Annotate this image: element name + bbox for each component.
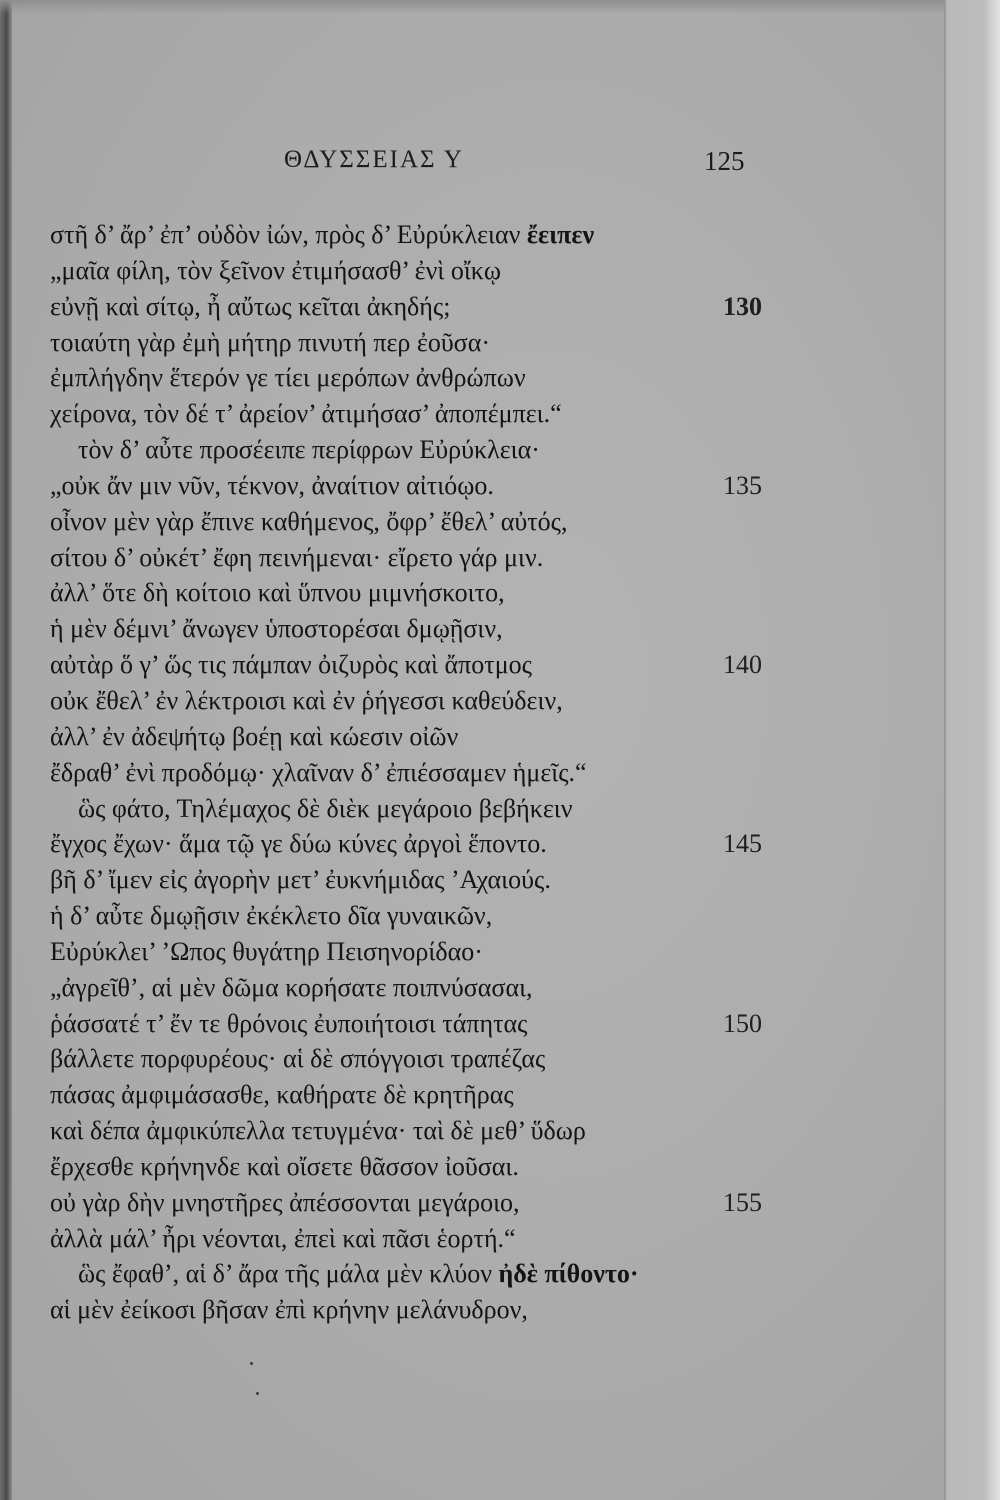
verse-text: ἔρχεσθε κρήνηνδε καὶ οἴσετε θᾶσσον ἰοῦσαι.	[50, 1151, 519, 1181]
verse-text: πάσας ἀμφιμάσασθε, καθήρατε δὲ κρητῆρας	[50, 1080, 514, 1110]
line-number: 150	[723, 1008, 762, 1038]
verse-line	[50, 791, 762, 827]
line-number: 135	[723, 470, 762, 500]
verse-text: καὶ δέπα ἀμφικύπελλα τετυγμένα· ταὶ δὲ μεθ’ ὕδωρ	[50, 1116, 586, 1146]
verse-line	[50, 898, 762, 934]
verse-text: ἀλλ’ ὅτε δὴ κοίτοιο καὶ ὕπνου μιμνήσκοιτο,	[50, 578, 505, 608]
print-speck	[256, 1392, 259, 1395]
verse-line	[50, 1256, 762, 1292]
verse-bold-text: ἠδὲ πίθοντο·	[498, 1259, 639, 1289]
verse-line	[50, 1292, 762, 1328]
verse-text: βῆ δ’ ἴμεν εἰς ἀγορὴν μετ’ ἐυκνήμιδας ’Αχαιούς.	[50, 865, 551, 895]
verse-text: αἱ μὲν ἐείκοσι βῆσαν ἐπὶ κρήνην μελάνυδρον,	[50, 1295, 528, 1325]
verse-text: ῥάσσατέ τ’ ἔν τε θρόνοις ἐυποιήτοισι τάπητας	[50, 1008, 528, 1038]
verse-line	[50, 934, 762, 970]
verse-text: ἔδραθ’ ἐνὶ προδόμῳ· χλαῖναν δ’ ἐπιέσσαμεν ἡμεῖς.“	[50, 757, 587, 787]
verse-text: ἀλλ’ ἐν ἀδεψήτῳ βοέῃ καὶ κώεσιν οἰῶν	[50, 721, 459, 751]
verse-text: „μαῖα φίλη, τὸν ξεῖνον ἐτιμήσασθ’ ἐνὶ οἴκῳ	[50, 255, 502, 285]
verse-line	[50, 1041, 762, 1077]
top-page-edge	[0, 0, 1000, 14]
verse-line	[50, 1113, 762, 1149]
verse-line	[50, 360, 762, 396]
running-title: ΘΔΥΣΣΕΙΑΣ Υ	[284, 146, 464, 173]
verse-text: αὐτὰρ ὅ γ’ ὥς τις πάμπαν ὀιζυρὸς καὶ ἄποτμος	[50, 650, 532, 680]
verse-text: οἶνον μὲν γὰρ ἔπινε καθήμενος, ὄφρ’ ἔθελ’ αὐτός,	[50, 506, 568, 536]
verse-line	[50, 575, 762, 611]
verse-line	[50, 683, 762, 719]
verse-line	[50, 970, 762, 1006]
verse-text: Εὐρύκλει’ ’Ωπος θυγάτηρ Πεισηνορίδαο·	[50, 936, 483, 966]
verse-line	[50, 1006, 762, 1042]
page-number: 125	[704, 146, 745, 176]
verse-line	[50, 325, 762, 361]
verse-text: τοιαύτη γὰρ ἐμὴ μήτηρ πινυτή περ ἐοῦσα·	[50, 327, 490, 357]
line-number: 155	[723, 1187, 762, 1217]
verse-line	[50, 289, 762, 325]
verse-text: „οὐκ ἄν μιν νῦν, τέκνον, ἀναίτιον αἰτιόῳο.	[50, 470, 494, 500]
verse-text: ἡ μὲν δέμνι’ ἄνωγεν ὑποστορέσαι δμῳῇσιν,	[50, 614, 503, 644]
binding-edge	[0, 0, 12, 1500]
line-number: 145	[723, 829, 762, 859]
verse-text: ἐμπλήγδην ἕτερόν γε τίει μερόπων ἀνθρώπων	[50, 363, 526, 393]
verse-line	[50, 719, 762, 755]
verse-line	[50, 468, 762, 504]
verse-line	[50, 755, 762, 791]
verse-text: οὐκ ἔθελ’ ἐν λέκτροισι καὶ ἐν ῥήγεσσι καθεύδειν,	[50, 685, 563, 715]
verse-line	[50, 611, 762, 647]
print-speck	[250, 1362, 253, 1365]
verse-text: τὸν δ’ αὖτε προσέειπε περίφρων Εὐρύκλεια·	[78, 435, 540, 465]
verse-line	[50, 253, 762, 289]
verse-text: ὣς ἔφαθ’, αἱ δ’ ἄρα τῆς μάλα μὲν κλύον	[78, 1259, 499, 1289]
verse-text: στῆ δ’ ἄρ’ ἐπ’ οὐδὸν ἰών, πρὸς δ’ Εὐρύκλειαν	[50, 220, 527, 249]
verse-text: βάλλετε πορφυρέους· αἱ δὲ σπόγγοισι τραπέζας	[50, 1044, 546, 1074]
verse-line	[50, 862, 762, 898]
right-page-edge	[944, 0, 1000, 1500]
verse-text: ὣς φάτο, Τηλέμαχος δὲ διὲκ μεγάροιο βεβήκειν	[78, 793, 573, 823]
verse-line	[50, 432, 762, 468]
verse-text: ἔγχος ἔχων· ἅμα τῷ γε δύω κύνες ἀργοὶ ἕποντο.	[50, 829, 547, 859]
verse-text: χείρονα, τὸν δέ τ’ ἀρείον’ ἀτιμήσασ’ ἀποπέμπει.“	[50, 399, 562, 429]
verse-text: οὐ γὰρ δὴν μνηστῆρες ἀπέσσονται μεγάροιο,	[50, 1187, 520, 1217]
verse-text: „ἀγρεῖθ’, αἱ μὲν δῶμα κορήσατε ποιπνύσασαι,	[50, 972, 533, 1002]
verse-bold-text: ἔειπεν	[526, 220, 595, 249]
verse-line	[50, 1221, 762, 1257]
verse-text: ἀλλὰ μάλ’ ἦρι νέονται, ἐπεὶ καὶ πᾶσι ἑορτή.“	[50, 1223, 516, 1253]
verse-line	[50, 1185, 762, 1221]
verse-text: εὐνῇ καὶ σίτῳ, ἦ αὔτως κεῖται ἀκηδής;	[50, 291, 451, 321]
line-number: 140	[723, 650, 762, 680]
verse-text: ἡ δ’ αὖτε δμῳῇσιν ἐκέκλετο δῖα γυναικῶν,	[50, 901, 493, 931]
verse-line	[50, 217, 762, 253]
verse-line	[50, 1149, 762, 1185]
verse-text: σίτου δ’ οὐκέτ’ ἔφη πεινήμεναι· εἴρετο γάρ μιν.	[50, 542, 544, 572]
verse-line	[50, 504, 762, 540]
verse-line	[50, 647, 762, 683]
line-number: 130	[723, 291, 762, 321]
verse-line	[50, 1077, 762, 1113]
verse-line	[50, 826, 762, 862]
verse-line	[50, 540, 762, 576]
verse-text-block	[50, 217, 762, 1328]
verse-line	[50, 396, 762, 432]
